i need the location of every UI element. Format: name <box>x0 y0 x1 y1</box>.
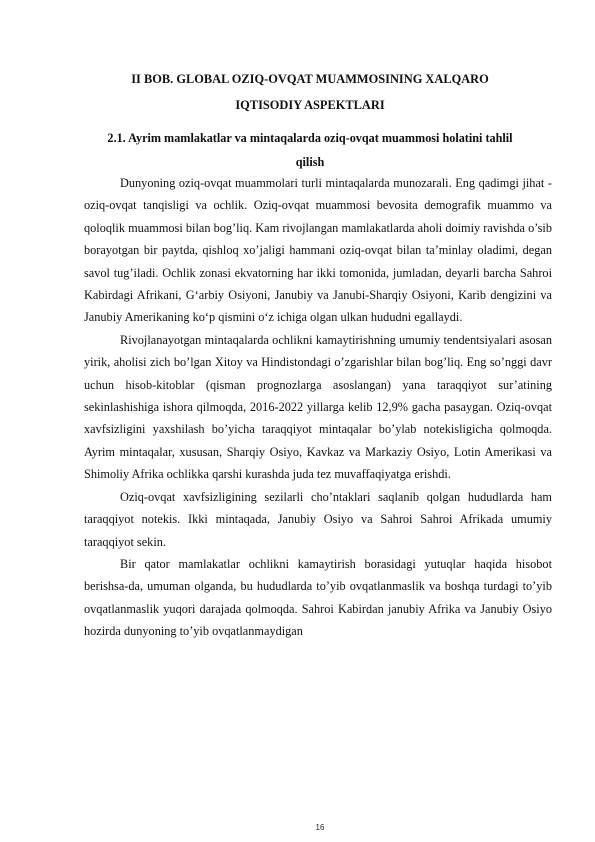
page-number: 16 <box>315 823 325 832</box>
paragraph: Oziq-ovqat xavfsizligining sezilarli cho’ntaklari saqlanib qolgan hududlarda ham taraqqiyot notekis. Ikki mintaqada, Janubiy Osiyo va Sahroi Sahroi Afrikada umumiy taraqqiyot sekin. <box>84 489 552 549</box>
section-title: 2.1. Ayrim mamlakatlar va mintaqalarda oziq-ovqat muammosi holatini tahlil qilish <box>107 131 513 169</box>
chapter-title: II BOB. GLOBAL OZIQ-OVQAT MUAMMOSINING XALQARO IQTISODIY ASPEKTLARI <box>131 72 489 112</box>
paragraph: Bir qator mamlakatlar ochlikni kamaytirish borasidagi yutuqlar haqida hisobot berishsa-da, umuman olganda, bu hududlarda to’yib ovqatlanmaslik va boshqa turdagi to’yib ovqatlanmaslik yuqori darajada qolmoqda. Sahroi Kabirdan janubiy Afrika va Janubiy Osiyo hozirda dunyoning to’yib ovqatlanmaydigan <box>84 556 552 639</box>
body-text <box>84 172 552 643</box>
paragraph: Rivojlanayotgan mintaqalarda ochlikni kamaytirishning umumiy tendentsiyalari asosan yirik, aholisi zich bo’lgan Xitoy va Hindistondagi o’zgarishlar bilan bog’liq. Eng so’nggi davr uchun hisob-kitoblar (qisman prognozlarga asoslangan) yana taraqqiyot sur’atining sekinlashishiga ishora qilmoqda, 2016-2022 yillarga kelib 12,9% gacha pasaygan. Oziq-ovqat xavfsizligini yaxshilash bo’yicha taraqqiyot mintaqalar bo’ylab notekisligicha qolmoqda. Ayrim mintaqalar, xususan, Sharqiy Osiyo, Kavkaz va Markaziy Osiyo, Lotin Amerikasi va Shimoliy Afrika ochlikka qarshi kurashda juda tez muvaffaqiyatga erishdi. <box>84 332 552 482</box>
paragraph: Dunyoning oziq-ovqat muammolari turli mintaqalarda munozarali. Eng qadimgi jihat - oziq-ovqat tanqisligi va ochlik. Oziq-ovqat muammosi bevosita demografik muammo va qoloqlik muammosi bilan bog’liq. Kam rivojlangan mamlakatlarda aholi doimiy ravishda o’sib borayotgan bir paytda, qishloq xo’jaligi hammani oziq-ovqat bilan ta’minlay oladimi, degan savol tug’iladi. Ochlik zonasi ekvatorning har ikki tomonida, jumladan, deyarli barcha Sahroi Kabirdagi Afrikani, G‘arbiy Osiyoni, Janubiy va Janubi-Sharqiy Osiyoni, Karib dengizini va Janubiy Amerikaning ko‘p qismini o‘z ichiga olgan ulkan hududni egallaydi. <box>84 176 552 325</box>
